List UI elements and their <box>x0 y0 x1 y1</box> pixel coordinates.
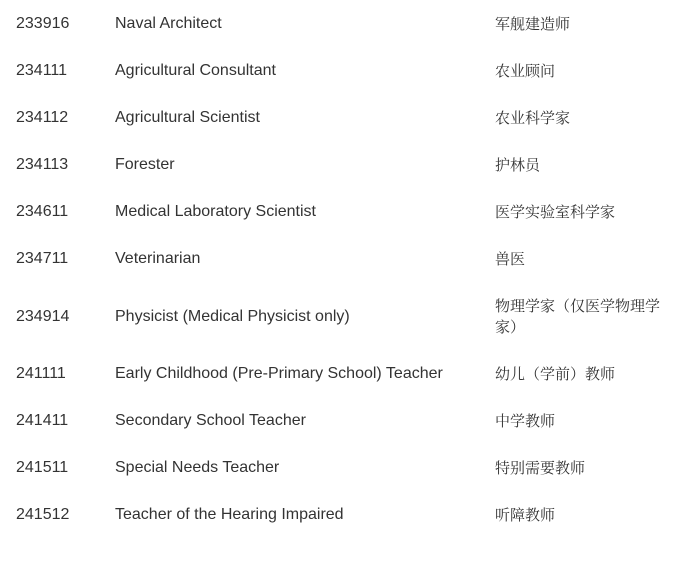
occupation-title-chinese: 医学实验室科学家 <box>495 203 616 221</box>
occupation-title-chinese: 听障教师 <box>495 506 556 524</box>
occupation-title-chinese: 农业顾问 <box>495 62 556 80</box>
occupation-code: 241111 <box>16 365 66 382</box>
occupation-title: Agricultural Scientist <box>115 109 260 126</box>
occupation-title: Agricultural Consultant <box>115 62 276 79</box>
occupation-title: Medical Laboratory Scientist <box>115 203 316 220</box>
occupation-title: Forester <box>115 156 175 173</box>
occupation-code: 233916 <box>16 15 70 32</box>
occupation-code: 241411 <box>16 412 69 429</box>
table-row <box>0 350 677 397</box>
table-row <box>0 188 677 235</box>
table-row <box>0 444 677 491</box>
occupation-title: Secondary School Teacher <box>115 412 306 429</box>
table-row <box>0 141 677 188</box>
occupation-title: Special Needs Teacher <box>115 459 280 476</box>
table-row <box>0 491 677 538</box>
occupation-code: 234611 <box>16 203 69 220</box>
occupation-title-chinese: 幼儿（学前）教师 <box>495 365 616 383</box>
occupation-title-chinese: 中学教师 <box>495 412 556 430</box>
occupation-code: 234113 <box>16 156 69 173</box>
occupation-title: Naval Architect <box>115 15 222 32</box>
table-row <box>0 282 677 350</box>
occupation-title-chinese: 物理学家（仅医学物理学家） <box>495 297 661 336</box>
occupation-title: Veterinarian <box>115 250 201 267</box>
table-row <box>0 94 677 141</box>
occupation-code: 234112 <box>16 109 69 126</box>
occupation-code: 234711 <box>16 250 69 267</box>
occupation-title: Physicist (Medical Physicist only) <box>115 308 350 325</box>
occupation-title: Teacher of the Hearing Impaired <box>115 506 344 523</box>
occupation-title-chinese: 特别需要教师 <box>495 459 586 477</box>
occupation-code: 241511 <box>16 459 69 476</box>
occupation-title-chinese: 军舰建造师 <box>495 15 571 33</box>
occupation-code: 241512 <box>16 506 70 523</box>
occupation-title-chinese: 护林员 <box>495 156 541 174</box>
table-row <box>0 235 677 282</box>
occupation-title-chinese: 农业科学家 <box>495 109 571 127</box>
occupation-code: 234914 <box>16 308 70 325</box>
occupation-title-chinese: 兽医 <box>495 250 526 268</box>
occupation-code: 234111 <box>16 62 68 79</box>
table-row <box>0 0 677 47</box>
occupation-title: Early Childhood (Pre-Primary School) Teacher <box>115 365 443 382</box>
table-row <box>0 47 677 94</box>
table-row <box>0 397 677 444</box>
